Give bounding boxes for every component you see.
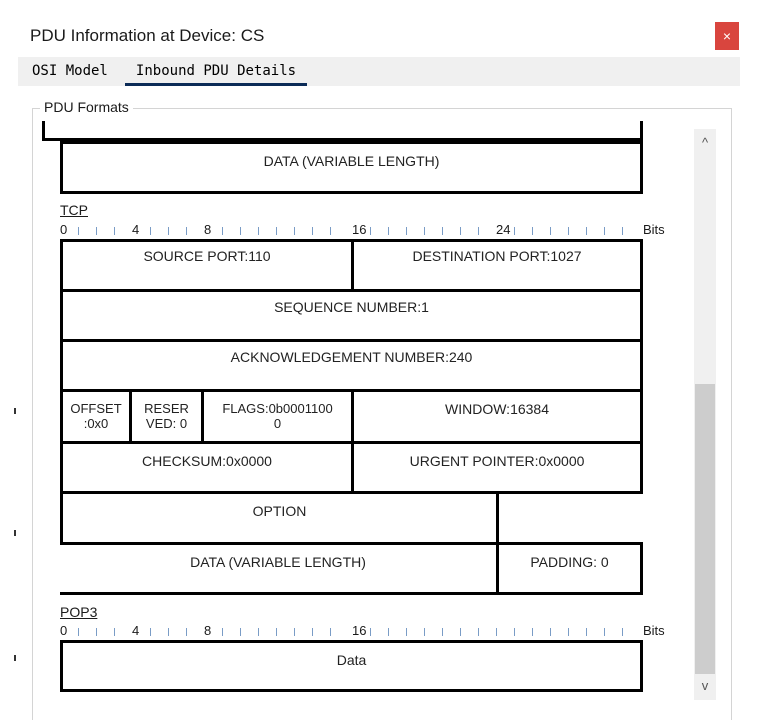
edge-mark <box>14 530 16 536</box>
title-bar <box>18 18 765 54</box>
option-field <box>60 491 499 545</box>
ruler-tick <box>258 628 259 636</box>
ruler-tick <box>424 628 425 636</box>
ruler-tick <box>78 227 79 235</box>
previous-layer-box <box>42 121 643 141</box>
tcp-data-label: DATA (VARIABLE LENGTH) <box>190 554 366 570</box>
ruler-tick <box>550 227 551 235</box>
ruler-tick <box>550 628 551 636</box>
ruler-tick <box>514 227 515 235</box>
ruler-tick <box>312 628 313 636</box>
vertical-scrollbar[interactable] <box>694 129 716 700</box>
window-title: PDU Information at Device: CS <box>30 26 265 45</box>
destination-port-label: DESTINATION PORT:1027 <box>412 248 582 264</box>
ack-number-field <box>60 339 643 392</box>
ruler-unit: Bits <box>643 222 665 237</box>
checksum-label: CHECKSUM:0x0000 <box>142 453 272 469</box>
group-label: PDU Formats <box>40 99 133 115</box>
edge-mark <box>14 655 16 661</box>
ruler-mark: 4 <box>132 623 140 638</box>
ruler-tick <box>496 628 497 636</box>
scroll-thumb[interactable] <box>695 384 715 674</box>
scroll-up-arrow-icon[interactable]: ^ <box>701 135 709 150</box>
padding-field <box>496 542 643 595</box>
urgent-pointer-label: URGENT POINTER:0x0000 <box>409 453 585 469</box>
tab-inbound-pdu-details[interactable]: Inbound PDU Details <box>125 57 307 86</box>
ruler-tick <box>388 628 389 636</box>
pop3-protocol-name: POP3 <box>60 604 98 620</box>
ruler-tick <box>388 227 389 235</box>
ack-number-label: ACKNOWLEDGEMENT NUMBER:240 <box>230 349 473 365</box>
close-button[interactable]: × <box>715 22 739 50</box>
ruler-tick <box>406 628 407 636</box>
option-label: OPTION <box>252 503 307 519</box>
ruler-tick <box>604 227 605 235</box>
ruler-tick <box>240 628 241 636</box>
ruler-tick <box>406 227 407 235</box>
reserved-value: VED: 0 <box>145 416 188 431</box>
padding-label: PADDING: 0 <box>530 554 609 570</box>
ruler-tick <box>604 628 605 636</box>
tab-osi-model[interactable]: OSI Model <box>32 63 108 79</box>
ruler-tick <box>222 628 223 636</box>
ruler-tick <box>240 227 241 235</box>
ruler-mark: 0 <box>60 623 68 638</box>
ruler-unit: Bits <box>643 623 665 638</box>
ruler-tick <box>150 227 151 235</box>
ruler-tick <box>114 628 115 636</box>
option-remainder-field <box>496 491 643 545</box>
ruler-tick <box>586 227 587 235</box>
ruler-tick <box>186 227 187 235</box>
ruler-tick <box>78 628 79 636</box>
left-edge-strip <box>0 0 18 720</box>
ruler-tick <box>532 628 533 636</box>
window-label: WINDOW:16384 <box>445 401 549 417</box>
flags-field <box>201 389 354 444</box>
ruler-tick <box>168 227 169 235</box>
ruler-tick <box>622 227 623 235</box>
ruler-mark: 16 <box>352 623 367 638</box>
ruler-tick <box>150 628 151 636</box>
flags-label: FLAGS:0b0001100 <box>222 401 333 416</box>
reserved-field <box>129 389 204 444</box>
ruler-mark: 24 <box>496 222 511 237</box>
ruler-tick <box>568 227 569 235</box>
source-port-label: SOURCE PORT:110 <box>143 248 271 264</box>
checksum-field <box>60 441 354 494</box>
ruler-tick <box>424 227 425 235</box>
pdu-info-window <box>18 0 765 720</box>
ruler-tick <box>168 628 169 636</box>
window-field <box>351 389 643 444</box>
pop3-data-field <box>60 640 643 692</box>
urgent-pointer-field <box>351 441 643 494</box>
ruler-tick <box>370 628 371 636</box>
ruler-tick <box>568 628 569 636</box>
active-tab-indicator <box>125 83 307 86</box>
ruler-tick <box>442 227 443 235</box>
ruler-tick <box>96 227 97 235</box>
top-data-label: DATA (VARIABLE LENGTH) <box>263 153 440 169</box>
ruler-tick <box>294 227 295 235</box>
offset-label: OFFSET <box>70 401 122 416</box>
source-port-field <box>60 239 354 292</box>
ruler-tick <box>460 628 461 636</box>
ruler-mark: 0 <box>60 222 68 237</box>
ruler-tick <box>294 628 295 636</box>
ruler-mark: 8 <box>204 222 212 237</box>
tcp-bit-ruler <box>60 222 700 238</box>
ruler-tick <box>370 227 371 235</box>
ruler-tick <box>460 227 461 235</box>
ruler-tick <box>276 227 277 235</box>
ruler-tick <box>330 227 331 235</box>
scroll-down-arrow-icon[interactable]: v <box>701 678 709 693</box>
ruler-tick <box>478 628 479 636</box>
top-data-field <box>60 141 643 194</box>
ruler-tick <box>312 227 313 235</box>
sequence-number-label: SEQUENCE NUMBER:1 <box>274 299 429 315</box>
destination-port-field <box>351 239 643 292</box>
sequence-number-field <box>60 289 643 342</box>
offset-field <box>60 389 132 444</box>
ruler-tick <box>532 227 533 235</box>
tcp-data-field <box>60 542 499 595</box>
ruler-tick <box>276 628 277 636</box>
flags-value: 0 <box>273 416 282 431</box>
edge-mark <box>14 408 16 414</box>
ruler-tick <box>442 628 443 636</box>
ruler-tick <box>330 628 331 636</box>
ruler-tick <box>114 227 115 235</box>
tcp-protocol-name: TCP <box>60 202 88 218</box>
offset-value: :0x0 <box>83 416 109 431</box>
ruler-tick <box>586 628 587 636</box>
reserved-label: RESER <box>144 401 189 416</box>
tab-bar <box>18 57 740 86</box>
ruler-tick <box>186 628 187 636</box>
ruler-tick <box>622 628 623 636</box>
ruler-tick <box>96 628 97 636</box>
ruler-tick <box>478 227 479 235</box>
pop3-bit-ruler <box>60 623 700 639</box>
ruler-tick <box>514 628 515 636</box>
ruler-tick <box>258 227 259 235</box>
ruler-mark: 8 <box>204 623 212 638</box>
ruler-tick <box>222 227 223 235</box>
ruler-mark: 16 <box>352 222 367 237</box>
pop3-data-label: Data <box>336 652 367 668</box>
ruler-mark: 4 <box>132 222 140 237</box>
